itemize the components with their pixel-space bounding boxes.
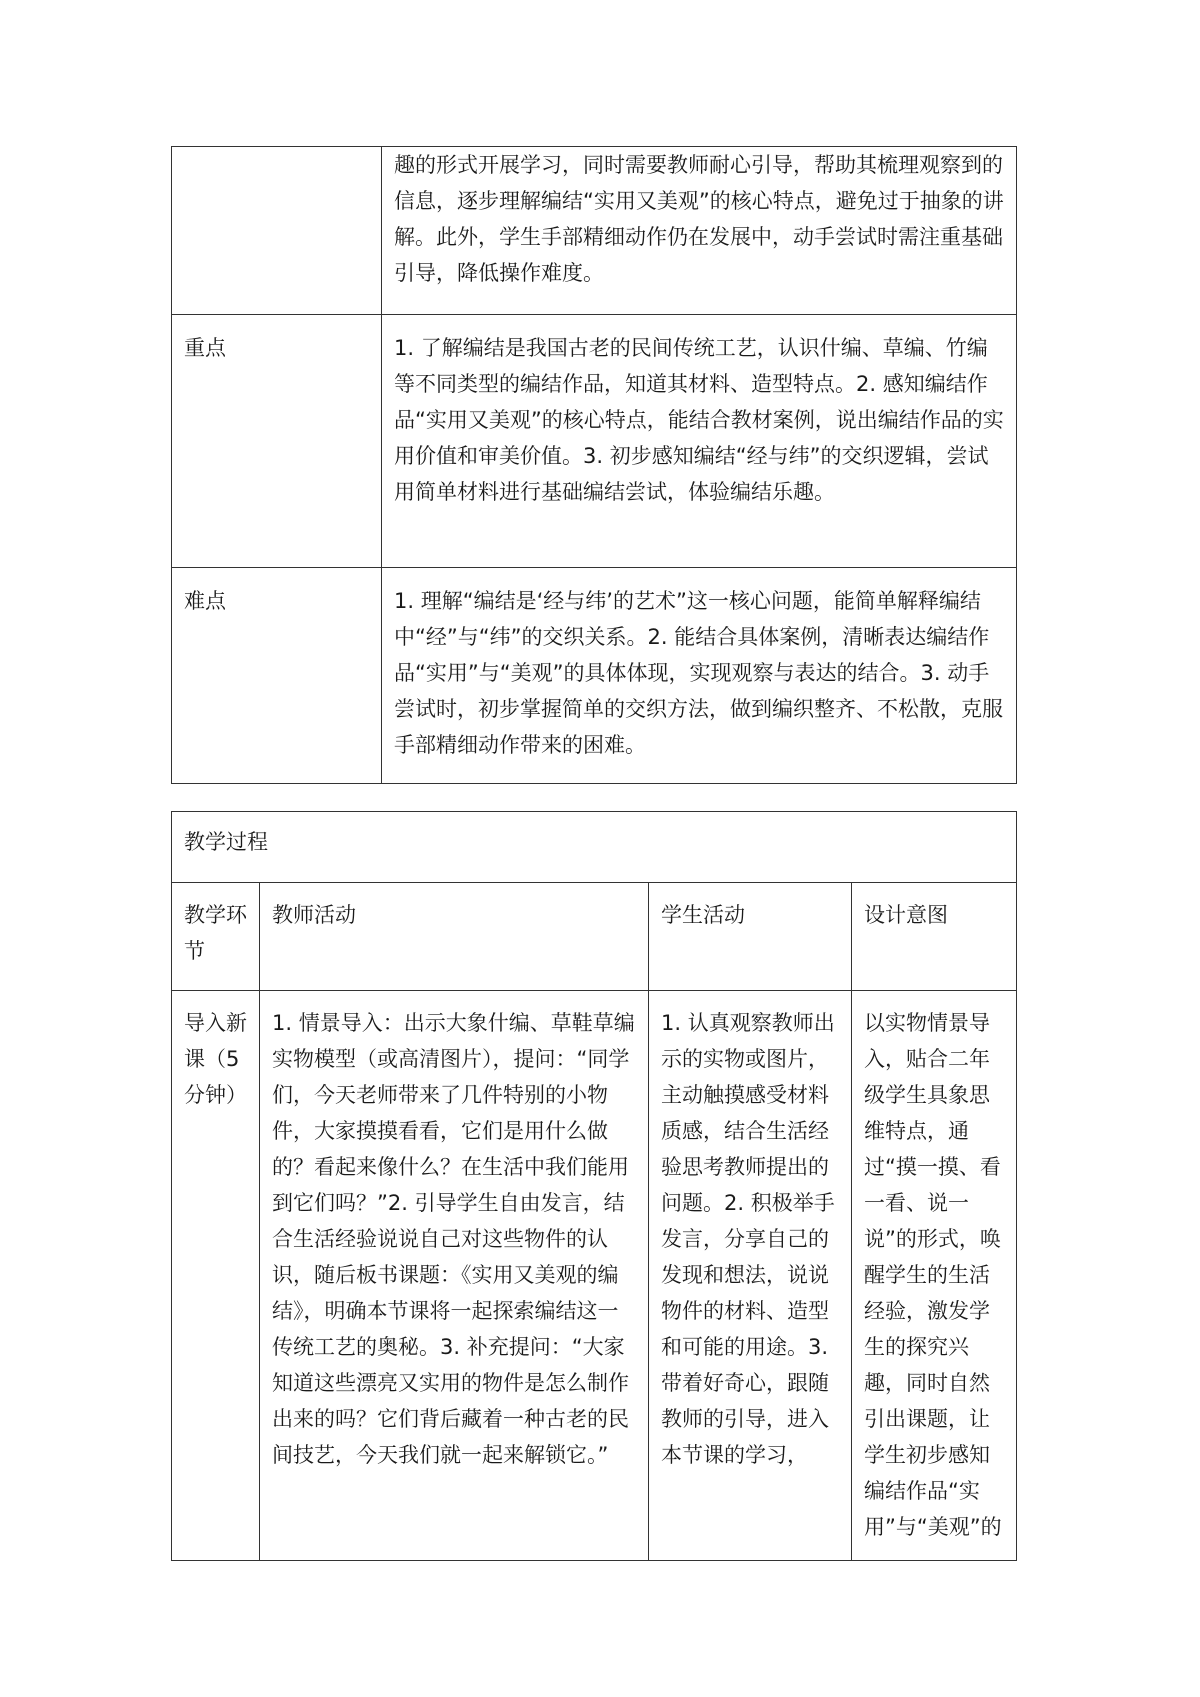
table-title-row [172,812,1017,883]
stage-text: 导入新课（5分钟） [184,1011,247,1107]
table-row [172,315,1017,568]
header-teacher: 教师活动 [272,903,356,927]
stage-cell [172,991,260,1561]
table-row [172,991,1017,1561]
row-label-cell [172,147,382,315]
row-content-cell [382,568,1017,784]
header-cell [260,883,649,991]
row-content-cell [382,147,1017,315]
design-intent-cell [852,991,1017,1561]
difficulties-label: 难点 [184,589,226,613]
header-student: 学生活动 [661,903,745,927]
header-cell [852,883,1017,991]
learning-focus-table [171,146,1017,784]
header-cell [172,883,260,991]
row-label-cell [172,315,382,568]
key-points-label: 重点 [184,336,226,360]
difficulties-text: 1. 理解“编结是‘经与纬’的艺术”这一核心问题，能简单解释编结中“经”与“纬”的交织关系。2. 能结合具体案例，清晰表达编结作品“实用”与“美观”的具体体现，实现观察与表达的结合。3. 动手尝试时，初步掌握简单的交织方法，做到编织整齐、不松散，克服手部精细动作带来的困难。 [394,589,1003,757]
header-stage: 教学环节 [184,903,247,963]
student-activity-text: 1. 认真观察教师出示的实物或图片，主动触摸感受材料质感，结合生活经验思考教师提出的问题。2. 积极举手发言，分享自己的发现和想法，说说物件的材料、造型和可能的用途。3. 带着好奇心，跟随教师的引导，进入本节课的学习， [661,1011,835,1467]
key-points-text: 1. 了解编结是我国古老的民间传统工艺，认识什编、草编、竹编等不同类型的编结作品，知道其材料、造型特点。2. 感知编结作品“实用又美观”的核心特点，能结合教材案例，说出编结作品的实用价值和审美价值。3. 初步感知编结“经与纬”的交织逻辑，尝试用简单材料进行基础编结尝试，体验编结乐趣。 [394,336,1004,504]
table-row [172,568,1017,784]
table-title: 教学过程 [184,830,268,854]
teacher-activity-cell [260,991,649,1561]
table-row [172,147,1017,315]
row-label [172,147,381,157]
learner-analysis-text: 趣的形式开展学习，同时需要教师耐心引导，帮助其梳理观察到的信息，逐步理解编结“实用又美观”的核心特点，避免过于抽象的讲解。此外，学生手部精细动作仍在发展中，动手尝试时需注重基础引导，降低操作难度。 [394,153,1004,285]
student-activity-cell [649,991,852,1561]
teacher-activity-text: 1. 情景导入：出示大象什编、草鞋草编实物模型（或高清图片），提问：“同学们，今天老师带来了几件特别的小物件，大家摸摸看看，它们是用什么做的？看起来像什么？在生活中我们能用到它们吗？”2. 引导学生自由发言，结合生活经验说说自己对这些物件的认识，随后板书课题：《实用又美观的编结》，明确本节课将一起探索编结这一传统工艺的奥秘。3. 补充提问：“大家知道这些漂亮又实用的物件是怎么制作出来的吗？它们背后藏着一种古老的民间技艺，今天我们就一起来解锁它。” [272,1011,635,1467]
teaching-process-table [171,811,1017,1561]
design-intent-text: 以实物情景导入，贴合二年级学生具象思维特点，通过“摸一摸、看一看、说一说”的形式，唤醒学生的生活经验，激发学生的探究兴趣，同时自然引出课题，让学生初步感知编结作品“实用”与“美观”的 [864,1011,1002,1539]
header-intent: 设计意图 [864,903,948,927]
header-cell [649,883,852,991]
row-label-cell [172,568,382,784]
table-title-cell [172,812,1017,883]
row-content-cell [382,315,1017,568]
column-header-row [172,883,1017,991]
